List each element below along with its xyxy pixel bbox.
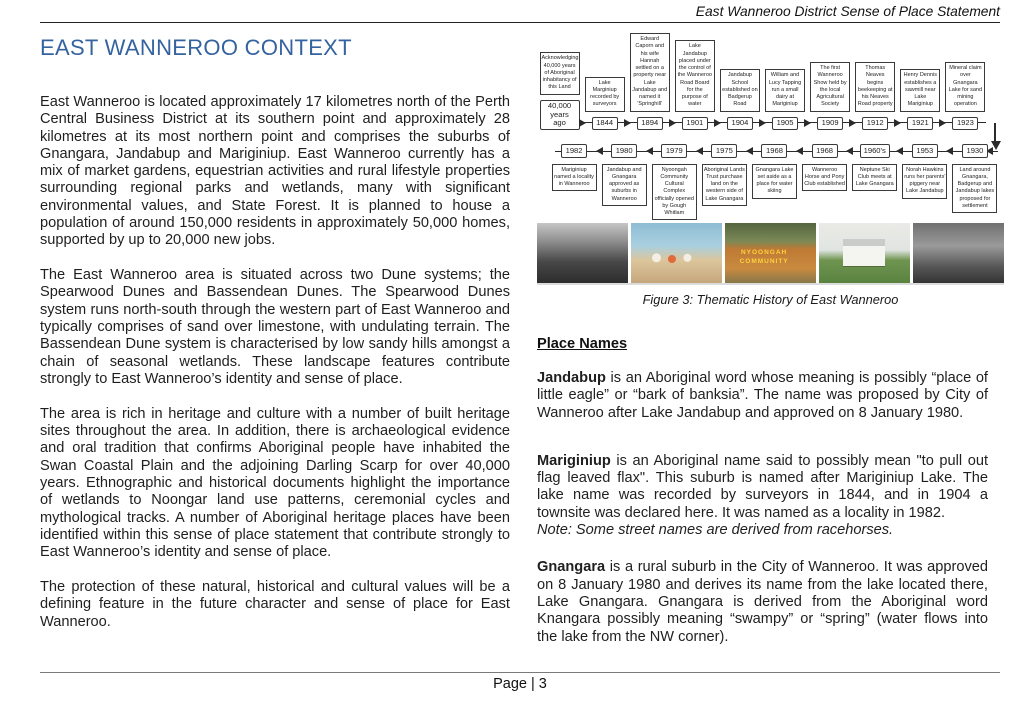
body-paragraph: The East Wanneroo area is situated across two Dune systems; the Spearwood Dunes and Bassendean Dunes. The Spearwood Dunes system runs north-south through the western part of East Wanneroo and typically comprises of sand over limestone, with undulating terrain. The Bassendean Dune system is characterised by low sandy hills amongst a chain of seasonal wetlands. These landscape features contribute strongly to East Wanneroo’s identity and sense of place. (40, 267, 510, 387)
timeline-entry (800, 144, 850, 216)
right-column (510, 33, 1004, 666)
place-name-note: Note: Some street names are derived from racehorses. (537, 522, 894, 539)
timeline-entry (808, 44, 853, 130)
water-ski-group-lake-photo (631, 223, 722, 283)
timeline-year-label: 1953 (912, 144, 938, 158)
timeline-event-text: Neptune Ski Club meets at Lake Gnangara (852, 164, 897, 192)
timeline-event-text: William and Lucy Tapping run a small dairy at Mariginiup (765, 69, 805, 111)
timeline-event-text: Edward Caporn and his wife Hannah settled on a property near Lake Jandabup and named it 'Springhill' (630, 33, 670, 112)
timeline-year-label: 1912 (862, 117, 888, 131)
timeline-year-label: 1968 (761, 144, 787, 158)
timeline-entry (717, 44, 762, 130)
two-column-layout (40, 33, 1004, 666)
page-number: Page | 3 (493, 676, 547, 692)
timeline-year-label: 1923 (952, 117, 978, 131)
timeline-year-label: 1980 (611, 144, 637, 158)
timeline-year-label: 1909 (817, 117, 843, 131)
page-title: EAST WANNEROO CONTEXT (40, 35, 352, 60)
timeline-year-label: 1905 (772, 117, 798, 131)
arrow-left-icon (896, 147, 903, 155)
timeline-event-text: Lake Marginiup recorded by surveyors (585, 77, 625, 112)
timeline-event-text: Mineral claim over Gnangara Lake for sand mining operation (945, 62, 985, 112)
timeline-event-text: Norah Hawkins runs her parents' piggery near Lake Jandabup (902, 164, 947, 199)
body-paragraph: East Wanneroo is located approximately 17 kilometres north of the Perth Central Business District at its southern point and approximately 28 kilometres at its most northern point and comprises the suburbs of Gnangara, Jandabup and Mariginiup. East Wanneroo currently has a mix of market gardens, equestrian activities and rural lifestyle properties surrounding regional parks and wetlands, many with significant environmental values, and State Forest. It is planned to house a population of around 150,000 residents in approximately 50,000 homes, supported by up to 20,000 new jobs. (40, 94, 510, 249)
market-garden-field-photo-bw (537, 223, 628, 283)
timeline-event-text: The first Wanneroo Show held by the local Agricultural Society (810, 62, 850, 112)
place-name-text: is an Aboriginal name said to possibly mean "to pull out flag leaved flax". This suburb is named after Mariginiup Lake. The lake name was recorded by surveyors in 1844, and in 1904 a townsite was declared here. It was named as a locality in 1982. (537, 452, 988, 521)
timeline-event-text: Jandabup and Gnangara approved as suburbs in Wanneroo (602, 164, 647, 206)
timeline-event-text: Mariginiup named a locality in Wanneroo (552, 164, 597, 192)
page-header (0, 0, 1029, 23)
arrow-right-icon (714, 119, 721, 127)
timeline-event-text: Nyoongah Community Cultural Complex officially opened by Gough Whitlam (652, 164, 697, 221)
timeline-entry (599, 144, 649, 216)
timeline-entry (950, 144, 1000, 216)
timeline-year-label: 1894 (637, 117, 663, 131)
timeline-entry (582, 44, 627, 130)
timeline-year-label: 40,000 years ago (540, 100, 580, 131)
header-rule (40, 22, 1000, 23)
timeline-event-text: Jandabup School established on Badgerup Road (720, 69, 760, 111)
timeline-entry (943, 44, 988, 130)
arrow-right-icon (894, 119, 901, 127)
timeline-year-label: 1979 (661, 144, 687, 158)
arrow-right-icon (579, 119, 586, 127)
timeline-event-text: Aboriginal Lands Trust purchase land on the western side of Lake Gnangara (702, 164, 747, 206)
arrow-right-icon (849, 119, 856, 127)
timeline-entry (672, 44, 717, 130)
arrow-left-icon (646, 147, 653, 155)
timeline-entry (699, 144, 749, 216)
nyoongah-community-sign-photo (725, 223, 816, 283)
timeline-entry (549, 144, 599, 216)
place-name-text: is an Aboriginal word whose meaning is possibly “place of little eagle” or “bark of banksia”. The name was proposed by City of Wanneroo after Lake Jandabup and approved on 8 January 1980. (537, 370, 988, 421)
timeline-event-text: Wanneroo Horse and Pony Club established (802, 164, 847, 192)
timeline-entry (649, 144, 699, 216)
arrow-right-icon (624, 119, 631, 127)
arrow-right-icon (939, 119, 946, 127)
timeline-event-text: Henry Dennis establishes a sawmill near Lake Mariginiup (900, 69, 940, 111)
cottage-shape (843, 239, 885, 266)
timeline-event-text: Land around Gnangara, Badgerup and Jandabup lakes proposed for settlement (952, 164, 997, 214)
arrow-left-icon (746, 147, 753, 155)
timeline-year-label: 1960's (860, 144, 890, 158)
timeline-year-label: 1975 (711, 144, 737, 158)
left-column (40, 33, 510, 666)
body-paragraph: The area is rich in heritage and culture with a number of built heritage sites throughout the area. In addition, there is archaeological evidence and oral tradition that confirms Aboriginal people have inhabited the Swan Coastal Plain and the adjoining Darling Scarp for over 40,000 years. Ethnographic and historical documents highlight the importance of wetlands to Noongar land use patterns, ceremonial cycles and mythological tracks. A number of Aboriginal heritage places have been identified within this sense of place statement that contribute strongly to East Wanneroo’s identity and sense of place. (40, 405, 510, 561)
timeline-event-text: Lake Jandabup placed under the control of the Wanneroo Road Board for the purpose of water (675, 40, 715, 111)
place-name-lead: Jandabup (537, 370, 606, 386)
place-name-entry-mariginiup (537, 453, 988, 539)
timeline-year-label: 1930 (962, 144, 988, 158)
timeline-entry (537, 44, 582, 130)
figure-caption: Figure 3: Thematic History of East Wanneroo (642, 292, 899, 307)
timeline-entry (853, 44, 898, 130)
arrow-left-icon (846, 147, 853, 155)
place-name-entry-gnangara (537, 559, 988, 645)
sign-text: NYOONGAH COMMUNITY (739, 249, 789, 265)
timeline-diagram (537, 36, 1004, 216)
timeline-entry (627, 36, 672, 130)
arrow-left-icon (696, 147, 703, 155)
place-name-entry-jandabup (537, 370, 988, 422)
settler-cottage-photo (819, 223, 910, 283)
timeline-event-text: Gnangara Lake set aside as a place for water skiing (752, 164, 797, 199)
timeline-event-text: Thomas Neaves begins beekeeping at his Neaves Road property (855, 62, 895, 112)
timeline-row-bottom (549, 144, 1000, 216)
page-footer (40, 672, 1000, 692)
place-name-lead: Gnangara (537, 559, 606, 576)
timeline-entry (850, 144, 900, 216)
arrow-right-icon (669, 119, 676, 127)
arrow-left-icon (946, 147, 953, 155)
timeline-event-text: Acknowledging 40,000 years of Aboriginal inhabitancy of this Land (540, 52, 580, 94)
place-name-text: is a rural suburb in the City of Wanneroo. It was approved on 8 January 1980 and derives its name from the lake located there, Lake Gnangara. Gnangara is derived from the Aboriginal word Knangara possibly meaning “swampy” or “spring” (water flows into the lake from the NW corner). (537, 559, 988, 645)
timeline-row-top (537, 36, 988, 130)
header-title: East Wanneroo District Sense of Place Statement (695, 4, 1000, 19)
arrow-left-icon (596, 147, 603, 155)
timeline-year-label: 1901 (682, 117, 708, 131)
timeline-year-label: 1921 (907, 117, 933, 131)
body-paragraph: The protection of these natural, historical and cultural values will be a defining feature in the future character and sense of place for East Wanneroo. (40, 578, 510, 630)
arrow-right-icon (804, 119, 811, 127)
timeline-year-label: 1982 (561, 144, 587, 158)
place-name-lead: Mariginiup (537, 452, 611, 469)
timeline-entry (898, 44, 943, 130)
timeline-year-label: 1904 (727, 117, 753, 131)
timeline-year-label: 1968 (812, 144, 838, 158)
timeline-entry (900, 144, 950, 216)
timeline-year-label: 1844 (592, 117, 618, 131)
footer-rule (40, 672, 1000, 673)
photo-strip (537, 223, 1004, 285)
timeline-entry (762, 44, 807, 130)
timeline-connector-line (994, 123, 996, 143)
market-stall-photo-bw (913, 223, 1004, 283)
arrow-left-icon (796, 147, 803, 155)
timeline-entry (749, 144, 799, 216)
arrow-right-icon (759, 119, 766, 127)
figure-thematic-history (537, 36, 1004, 307)
place-names-heading: Place Names (537, 336, 628, 352)
